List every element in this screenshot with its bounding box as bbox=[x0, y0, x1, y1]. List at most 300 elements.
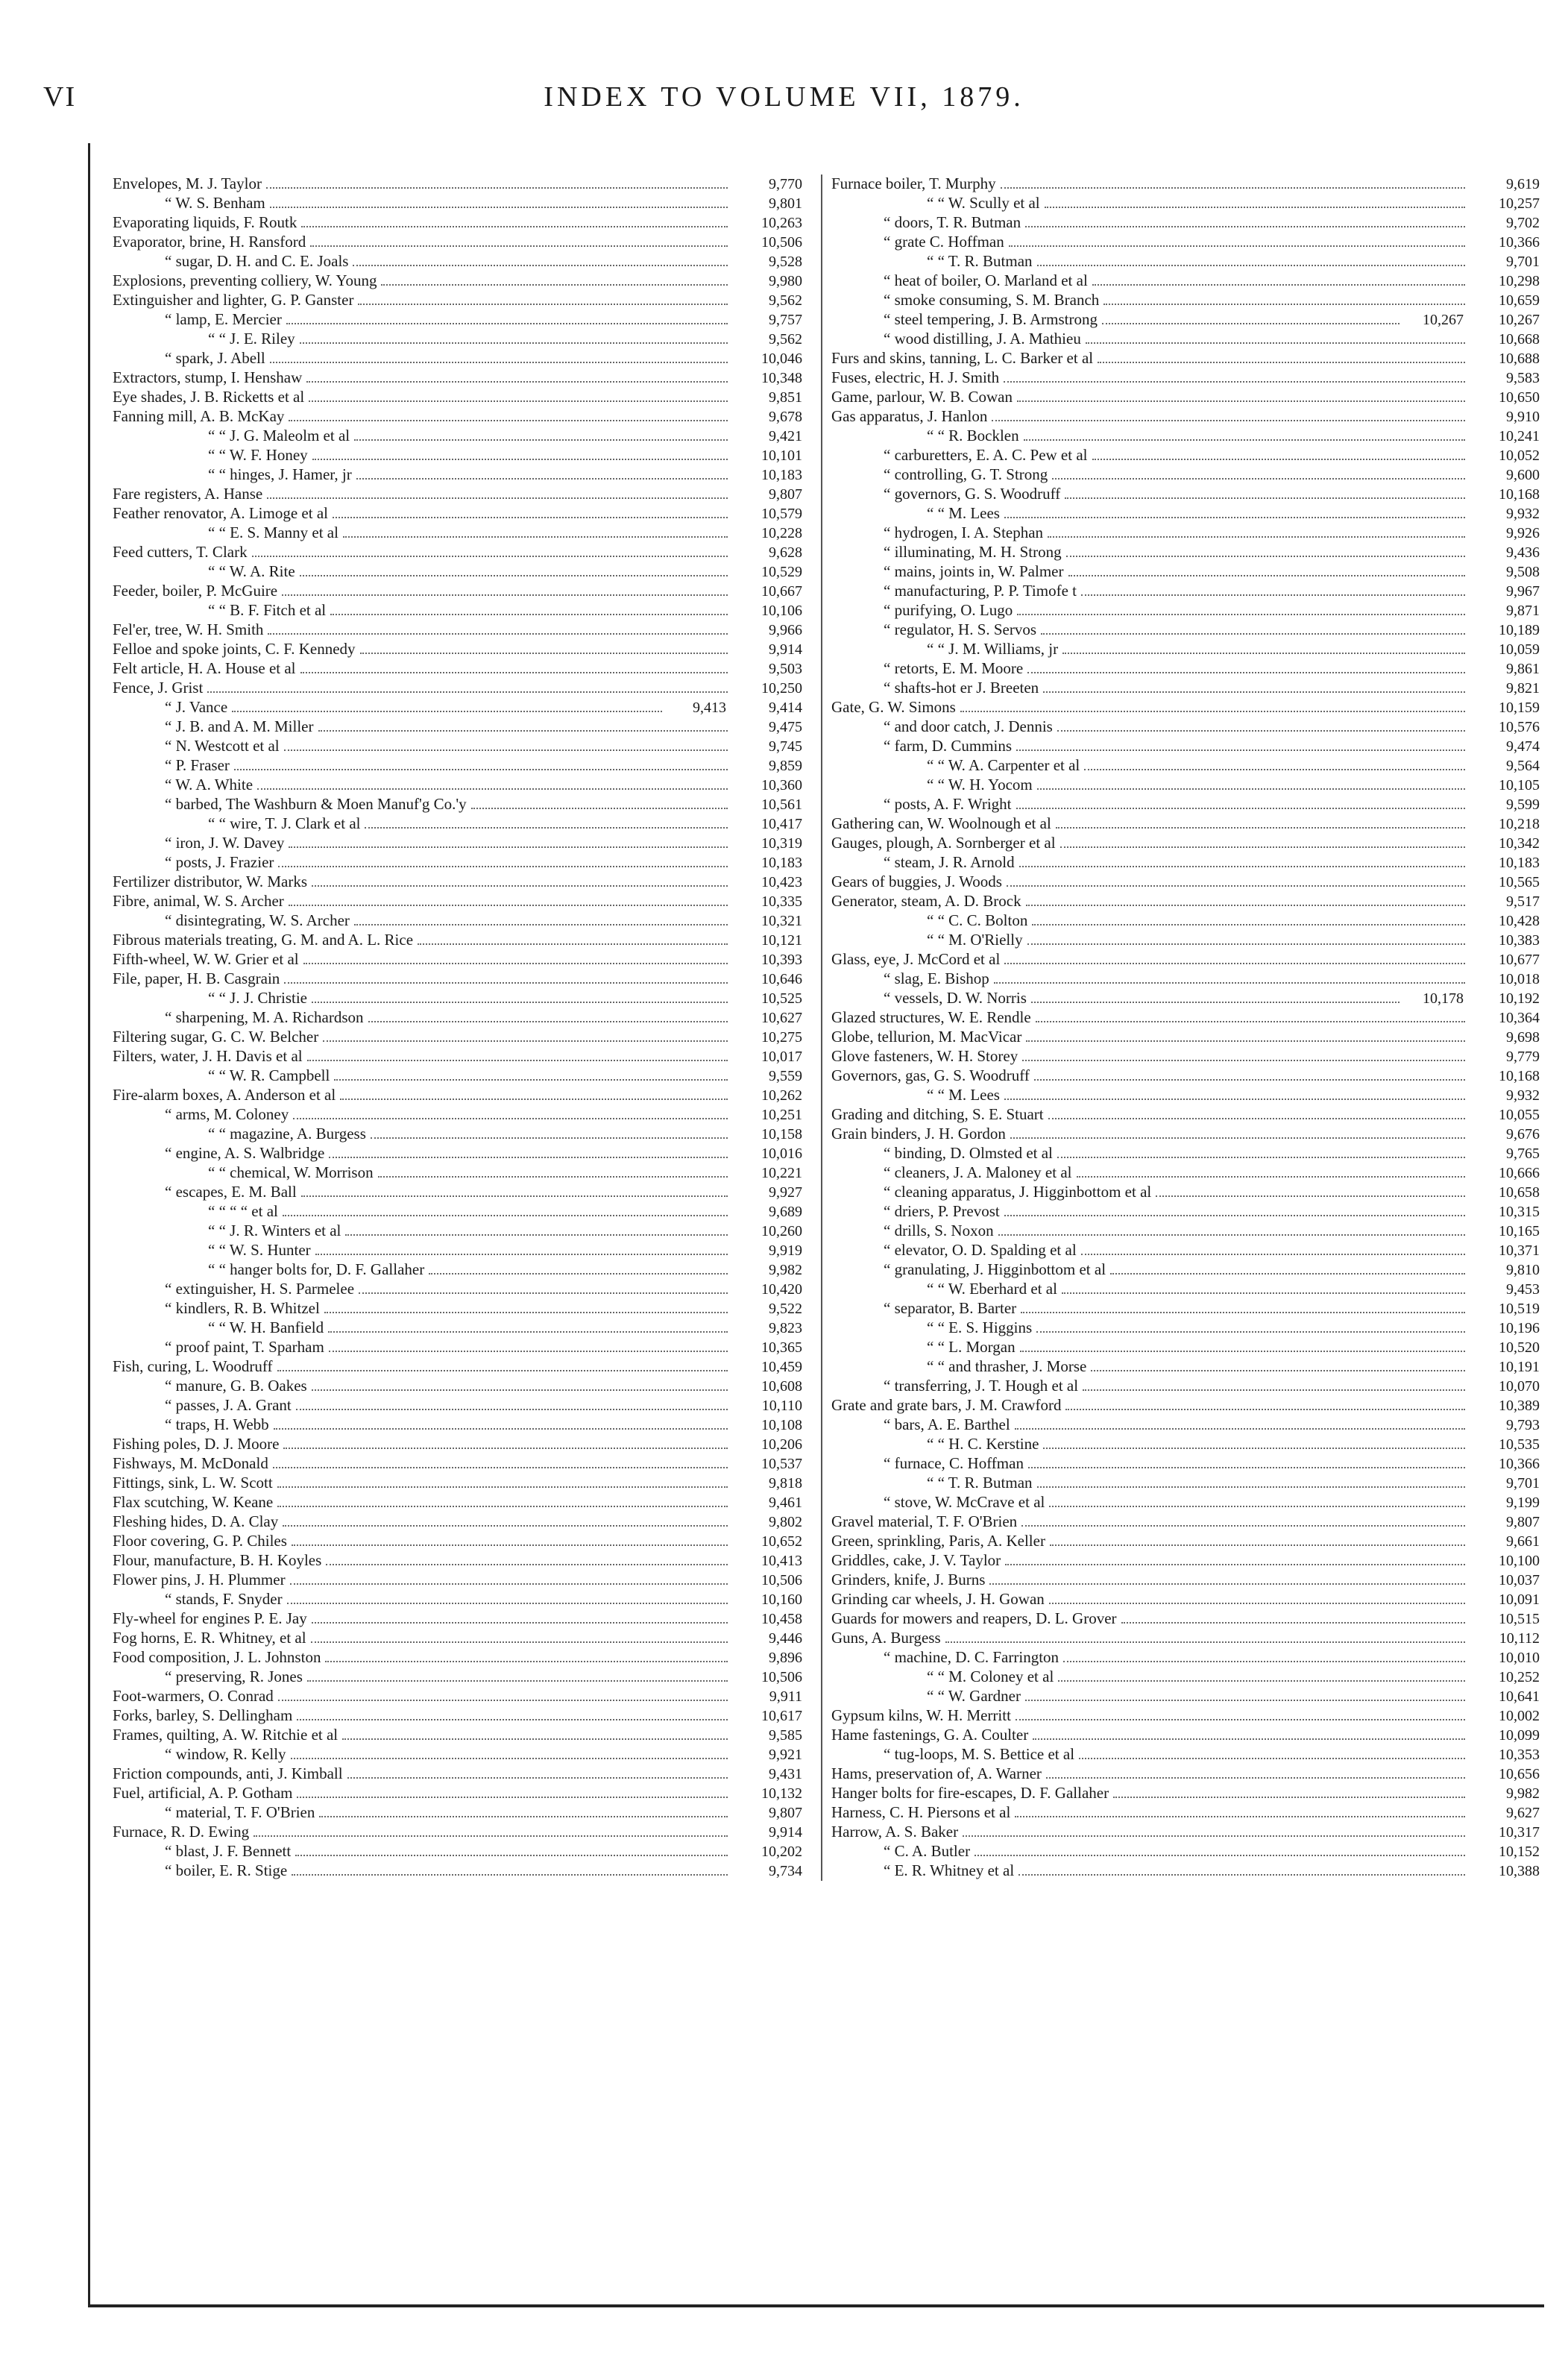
dot-leader bbox=[1037, 788, 1465, 790]
index-entry bbox=[113, 1474, 802, 1493]
index-entry bbox=[113, 582, 802, 601]
entry-number: 9,431 bbox=[769, 1766, 802, 1782]
entry-label: Filters, water, J. H. Davis et al bbox=[113, 1047, 303, 1065]
dot-leader bbox=[989, 1583, 1465, 1585]
entry-number: 9,583 bbox=[1506, 370, 1540, 386]
entry-number: 10,525 bbox=[761, 990, 802, 1007]
entry-label: Gravel material, T. F. O'Brien bbox=[831, 1512, 1018, 1530]
dot-leader bbox=[1027, 943, 1465, 945]
entry-label: “ “ W. Gardner bbox=[927, 1687, 1021, 1705]
dot-leader bbox=[1121, 1622, 1465, 1624]
dot-leader bbox=[1004, 381, 1465, 383]
entry-number: 10,668 bbox=[1499, 331, 1540, 348]
entry-label: “ transferring, J. T. Hough et al bbox=[884, 1377, 1079, 1395]
index-entry bbox=[113, 717, 802, 737]
entry-label: Fuel, artificial, A. P. Gotham bbox=[113, 1784, 293, 1802]
dot-leader bbox=[286, 323, 728, 324]
entry-number: 9,807 bbox=[769, 1805, 802, 1821]
dot-leader bbox=[1156, 1195, 1465, 1197]
entry-label: Fare registers, A. Hanse bbox=[113, 485, 263, 503]
entry-label: “ “ W. Scully et al bbox=[927, 194, 1040, 212]
index-entry bbox=[113, 795, 802, 814]
entry-number: 10,002 bbox=[1499, 1708, 1540, 1724]
entry-number: 10,535 bbox=[1499, 1436, 1540, 1453]
dot-leader bbox=[232, 711, 662, 712]
index-entry bbox=[831, 1512, 1540, 1532]
dot-leader bbox=[292, 1544, 728, 1546]
dot-leader bbox=[356, 478, 728, 480]
entry-number: 10,371 bbox=[1499, 1242, 1540, 1259]
index-entry bbox=[113, 873, 802, 892]
entry-label: “ “ M. Lees bbox=[927, 1086, 1000, 1104]
dot-leader bbox=[1045, 207, 1465, 208]
entry-number: 9,914 bbox=[769, 641, 802, 658]
entry-label: “ “ M. Coloney et al bbox=[927, 1668, 1054, 1685]
dot-leader bbox=[994, 982, 1465, 984]
entry-number: 9,871 bbox=[1506, 603, 1540, 619]
entry-number: 10,112 bbox=[1499, 1630, 1540, 1647]
entry-number: 10,275 bbox=[761, 1029, 802, 1046]
entry-label: “ “ J. R. Winters et al bbox=[208, 1222, 341, 1239]
entry-number: 10,576 bbox=[1499, 719, 1540, 735]
entry-label: “ J. B. and A. M. Miller bbox=[165, 717, 314, 735]
entry-label: “ posts, J. Frazier bbox=[165, 853, 274, 871]
dot-leader bbox=[354, 924, 728, 925]
dot-leader bbox=[301, 226, 728, 227]
dot-leader bbox=[378, 1176, 728, 1178]
entry-label: “ steam, J. R. Arnold bbox=[884, 853, 1015, 871]
index-entry bbox=[113, 1047, 802, 1066]
index-entry bbox=[831, 543, 1540, 562]
dot-leader bbox=[1020, 1351, 1465, 1352]
entry-label: Gypsum kilns, W. H. Merritt bbox=[831, 1706, 1011, 1724]
entry-number: 10,506 bbox=[761, 1572, 802, 1588]
entry-label: “ illuminating, M. H. Strong bbox=[884, 543, 1062, 561]
entry-number: 9,461 bbox=[769, 1495, 802, 1511]
entry-label: “ hydrogen, I. A. Stephan bbox=[884, 524, 1044, 541]
entry-number: 9,851 bbox=[769, 389, 802, 406]
entry-number: 9,474 bbox=[1506, 738, 1540, 755]
entry-label: Harness, C. H. Piersons et al bbox=[831, 1803, 1011, 1821]
dot-leader bbox=[1034, 1079, 1465, 1081]
entry-label: Felt article, H. A. House et al bbox=[113, 659, 296, 677]
dot-leader bbox=[1081, 1254, 1465, 1255]
entry-number: 10,183 bbox=[761, 855, 802, 871]
entry-label: Extinguisher and lighter, G. P. Ganster bbox=[113, 291, 354, 309]
index-entry bbox=[113, 1609, 802, 1629]
index-entry bbox=[831, 853, 1540, 873]
index-entry bbox=[113, 1784, 802, 1803]
dot-leader bbox=[371, 1137, 728, 1139]
entry-label: “ vessels, D. W. Norris bbox=[884, 989, 1027, 1007]
entry-number: 10,529 bbox=[761, 564, 802, 580]
index-entry bbox=[113, 931, 802, 950]
entry-label: “ “ hinges, J. Hamer, jr bbox=[208, 465, 352, 483]
index-entry bbox=[831, 737, 1540, 756]
entry-number: 10,228 bbox=[761, 525, 802, 541]
index-entry bbox=[113, 853, 802, 873]
entry-label: “ arms, M. Coloney bbox=[165, 1105, 289, 1123]
dot-leader bbox=[1004, 517, 1465, 518]
entry-label: Fifth-wheel, W. W. Grier et al bbox=[113, 950, 299, 968]
entry-label: “ “ J. J. Christie bbox=[208, 989, 307, 1007]
dot-leader bbox=[1062, 1292, 1465, 1294]
entry-number: 10,342 bbox=[1499, 835, 1540, 852]
dot-leader bbox=[312, 1389, 728, 1391]
dot-leader bbox=[1021, 1312, 1465, 1313]
entry-label: Game, parlour, W. B. Cowan bbox=[831, 388, 1013, 406]
index-entry bbox=[831, 330, 1540, 349]
index-entry bbox=[831, 776, 1540, 795]
entry-label: “ J. Vance bbox=[165, 698, 228, 716]
index-entry bbox=[113, 1260, 802, 1280]
index-entry bbox=[831, 1280, 1540, 1299]
dot-leader bbox=[1026, 905, 1465, 906]
entry-label: “ traps, H. Webb bbox=[165, 1415, 269, 1433]
dot-leader bbox=[293, 1118, 728, 1119]
dot-leader bbox=[1050, 1544, 1465, 1546]
entry-number: 9,619 bbox=[1506, 176, 1540, 192]
dot-leader bbox=[343, 536, 728, 538]
index-entry bbox=[113, 1764, 802, 1784]
dot-leader bbox=[312, 459, 728, 460]
entry-label: “ W. S. Benham bbox=[165, 194, 265, 212]
dot-leader bbox=[1017, 400, 1465, 402]
entry-number: 10,101 bbox=[761, 447, 802, 464]
entry-number: 10,168 bbox=[1499, 1068, 1540, 1084]
entry-label: “ manufacturing, P. P. Timofe t bbox=[884, 582, 1077, 600]
entry-number: 10,252 bbox=[1499, 1669, 1540, 1685]
entry-number: 10,656 bbox=[1499, 1766, 1540, 1782]
entry-label: “ “ T. R. Butman bbox=[927, 1474, 1033, 1492]
entry-label: Fog horns, E. R. Whitney, et al bbox=[113, 1629, 306, 1647]
index-entry bbox=[831, 1183, 1540, 1202]
dot-leader bbox=[1056, 827, 1465, 829]
entry-label: Eye shades, J. B. Ricketts et al bbox=[113, 388, 305, 406]
dot-leader bbox=[310, 245, 728, 247]
entry-label: Fishways, M. McDonald bbox=[113, 1454, 268, 1472]
entry-number: 10,366 bbox=[1499, 1456, 1540, 1472]
dot-leader bbox=[307, 1680, 728, 1682]
entry-number: 10,428 bbox=[1499, 913, 1540, 929]
dot-leader bbox=[325, 1661, 728, 1662]
entry-number: 9,528 bbox=[769, 254, 802, 270]
entry-label: Hams, preservation of, A. Warner bbox=[831, 1764, 1042, 1782]
entry-number: 10,158 bbox=[761, 1126, 802, 1143]
entry-number: 9,823 bbox=[769, 1320, 802, 1336]
index-entry bbox=[831, 1823, 1540, 1842]
index-entry bbox=[113, 698, 802, 717]
entry-label: “ passes, J. A. Grant bbox=[165, 1396, 292, 1414]
index-entry bbox=[831, 1454, 1540, 1474]
index-entry bbox=[113, 1668, 802, 1687]
entry-number: 10,159 bbox=[1499, 700, 1540, 716]
index-entry bbox=[113, 1280, 802, 1299]
index-entry bbox=[831, 1125, 1540, 1144]
index-entry bbox=[113, 969, 802, 989]
entry-label: “ blast, J. F. Bennett bbox=[165, 1842, 292, 1860]
dot-leader bbox=[303, 963, 728, 964]
dot-leader bbox=[319, 1816, 728, 1817]
entry-label: Envelopes, M. J. Taylor bbox=[113, 175, 262, 192]
entry-number: 9,503 bbox=[769, 661, 802, 677]
index-entry bbox=[831, 1687, 1540, 1706]
entry-number: 10,519 bbox=[1499, 1301, 1540, 1317]
entry-label: Generator, steam, A. D. Brock bbox=[831, 892, 1021, 910]
dot-leader bbox=[1032, 924, 1465, 925]
page-number: VI bbox=[43, 81, 77, 113]
dot-leader bbox=[283, 1525, 728, 1527]
index-entry bbox=[113, 368, 802, 388]
entry-label: “ “ chemical, W. Morrison bbox=[208, 1163, 374, 1181]
entry-number: 10,018 bbox=[1499, 971, 1540, 987]
entry-number: 10,365 bbox=[761, 1339, 802, 1356]
entry-number: 9,982 bbox=[769, 1262, 802, 1278]
dot-leader bbox=[290, 1583, 728, 1585]
dot-leader bbox=[295, 1855, 728, 1856]
entry-label: Fel'er, tree, W. H. Smith bbox=[113, 620, 264, 638]
dot-leader bbox=[1004, 1215, 1465, 1216]
dot-leader bbox=[1031, 1002, 1399, 1003]
entry-label: “ wood distilling, J. A. Mathieu bbox=[884, 330, 1081, 348]
index-entry bbox=[113, 1377, 802, 1396]
dot-leader bbox=[312, 1622, 728, 1624]
index-entry bbox=[113, 1745, 802, 1764]
entry-label: “ machine, D. C. Farrington bbox=[884, 1648, 1059, 1666]
entry-number: 9,522 bbox=[769, 1301, 802, 1317]
entry-label: “ carburetters, E. A. C. Pew et al bbox=[884, 446, 1088, 464]
entry-label: Glazed structures, W. E. Rendle bbox=[831, 1008, 1031, 1026]
dot-leader bbox=[1010, 1137, 1465, 1139]
dot-leader bbox=[1036, 1021, 1465, 1022]
dot-leader bbox=[1091, 1370, 1465, 1371]
entry-number: 10,106 bbox=[761, 603, 802, 619]
entry-number: 9,475 bbox=[769, 719, 802, 735]
entry-label: “ “ E. S. Manny et al bbox=[208, 524, 339, 541]
entry-number: 10,263 bbox=[761, 215, 802, 231]
entry-number: 10,251 bbox=[761, 1107, 802, 1123]
entry-number: 9,921 bbox=[769, 1747, 802, 1763]
entry-label: Furs and skins, tanning, L. C. Barker et al bbox=[831, 349, 1094, 367]
entry-number: 9,818 bbox=[769, 1475, 802, 1492]
entry-label: Feeder, boiler, P. McGuire bbox=[113, 582, 278, 600]
dot-leader bbox=[334, 1079, 728, 1081]
entry-number: 10,561 bbox=[761, 796, 802, 813]
entry-label: Furnace boiler, T. Murphy bbox=[831, 175, 996, 192]
index-entry bbox=[113, 1842, 802, 1861]
entry-label: “ “ wire, T. J. Clark et al bbox=[208, 814, 361, 832]
index-entry bbox=[831, 1338, 1540, 1357]
entry-number: 10,160 bbox=[761, 1591, 802, 1608]
entry-number: 9,517 bbox=[1506, 893, 1540, 910]
entry-number: 9,821 bbox=[1506, 680, 1540, 697]
index-entry bbox=[113, 1726, 802, 1745]
index-entry bbox=[831, 969, 1540, 989]
entry-number: 9,757 bbox=[769, 312, 802, 328]
entry-number: 10,646 bbox=[761, 971, 802, 987]
dot-leader bbox=[1016, 808, 1465, 809]
entry-number: 10,110 bbox=[761, 1398, 802, 1414]
entry-number: 10,641 bbox=[1499, 1688, 1540, 1705]
dot-leader bbox=[289, 905, 728, 906]
entry-number: 9,859 bbox=[769, 758, 802, 774]
index-entry bbox=[113, 1687, 802, 1706]
dot-leader bbox=[1057, 1157, 1465, 1158]
dot-leader bbox=[287, 1603, 728, 1604]
entry-number: 9,793 bbox=[1506, 1417, 1540, 1433]
entry-label: “ W. A. White bbox=[165, 776, 254, 793]
dot-leader bbox=[1043, 1448, 1465, 1449]
index-entry bbox=[113, 310, 802, 330]
entry-number: 10,298 bbox=[1499, 273, 1540, 289]
index-entry bbox=[831, 1377, 1540, 1396]
entry-number: 10,165 bbox=[1499, 1223, 1540, 1239]
entry-number: 9,414 bbox=[769, 700, 802, 716]
index-entry bbox=[113, 233, 802, 252]
entry-label: “ E. R. Whitney et al bbox=[884, 1861, 1015, 1879]
entry-label: “ stands, F. Snyder bbox=[165, 1590, 283, 1608]
dot-leader bbox=[418, 943, 728, 945]
entry-number: 10,506 bbox=[761, 1669, 802, 1685]
entry-label: Feather renovator, A. Limoge et al bbox=[113, 504, 328, 522]
index-entry bbox=[831, 911, 1540, 931]
entry-label: “ purifying, O. Lugo bbox=[884, 601, 1013, 619]
dot-leader bbox=[1009, 245, 1465, 247]
entry-number: 9,980 bbox=[769, 273, 802, 289]
dot-leader bbox=[277, 1370, 728, 1371]
index-entry bbox=[831, 1086, 1540, 1105]
dot-leader bbox=[300, 672, 728, 673]
dot-leader bbox=[945, 1641, 1465, 1643]
entry-label: “ “ and thrasher, J. Morse bbox=[927, 1357, 1087, 1375]
entry-label: “ “ W. R. Campbell bbox=[208, 1066, 330, 1084]
entry-number: 10,515 bbox=[1499, 1611, 1540, 1627]
entry-label: “ iron, J. W. Davey bbox=[165, 834, 285, 852]
entry-number: 10,262 bbox=[761, 1087, 802, 1104]
dot-leader bbox=[266, 187, 728, 189]
dot-leader bbox=[1083, 1389, 1465, 1391]
entry-number: 9,896 bbox=[769, 1650, 802, 1666]
index-entry bbox=[831, 271, 1540, 291]
entry-number: 10,617 bbox=[761, 1708, 802, 1724]
index-entry bbox=[113, 1532, 802, 1551]
index-entry bbox=[113, 1823, 802, 1842]
entry-number: 10,565 bbox=[1499, 874, 1540, 890]
entry-number: 9,745 bbox=[769, 738, 802, 755]
entry-label: Foot-warmers, O. Conrad bbox=[113, 1687, 274, 1705]
entry-label: “ granulating, J. Higginbottom et al bbox=[884, 1260, 1106, 1278]
index-entry bbox=[831, 1861, 1540, 1881]
index-entry bbox=[831, 834, 1540, 853]
entry-label: “ elevator, O. D. Spalding et al bbox=[884, 1241, 1077, 1259]
entry-label: “ controlling, G. T. Strong bbox=[884, 465, 1048, 483]
entry-label: “ slag, E. Bishop bbox=[884, 969, 989, 987]
dot-leader bbox=[360, 653, 728, 654]
dot-leader bbox=[1007, 885, 1465, 887]
entry-number: 10,658 bbox=[1499, 1184, 1540, 1201]
entry-label: Grading and ditching, S. E. Stuart bbox=[831, 1105, 1044, 1123]
entry-label: “ cleaning apparatus, J. Higginbottom et al bbox=[884, 1183, 1152, 1201]
dot-leader bbox=[1027, 672, 1465, 673]
index-entry bbox=[113, 1008, 802, 1028]
entry-number: 10,218 bbox=[1499, 816, 1540, 832]
index-entry bbox=[113, 1086, 802, 1105]
entry-label: Fibrous materials treating, G. M. and A. L. Rice bbox=[113, 931, 414, 949]
dot-leader bbox=[1022, 1060, 1465, 1061]
entry-label: Governors, gas, G. S. Woodruff bbox=[831, 1066, 1030, 1084]
index-entry bbox=[831, 446, 1540, 465]
dot-leader bbox=[315, 1254, 728, 1255]
dot-leader bbox=[345, 1234, 728, 1236]
index-entry bbox=[831, 233, 1540, 252]
entry-label: Forks, barley, S. Dellingham bbox=[113, 1706, 293, 1724]
dot-leader bbox=[963, 1835, 1465, 1837]
entry-number: 9,861 bbox=[1506, 661, 1540, 677]
index-entry bbox=[831, 1668, 1540, 1687]
entry-label: “ “ J. E. Riley bbox=[208, 330, 295, 348]
entry-label: “ “ “ “ et al bbox=[208, 1202, 278, 1220]
entry-label: Fibre, animal, W. S. Archer bbox=[113, 892, 284, 910]
entry-number: 9,911 bbox=[769, 1688, 802, 1705]
index-entry bbox=[113, 1144, 802, 1163]
dot-leader bbox=[1016, 749, 1465, 751]
entry-label: Gas apparatus, J. Hanlon bbox=[831, 407, 988, 425]
entry-number: 10,121 bbox=[761, 932, 802, 949]
entry-label: “ posts, A. F. Wright bbox=[884, 795, 1012, 813]
entry-label: “ drills, S. Noxon bbox=[884, 1222, 994, 1239]
index-entry bbox=[831, 252, 1540, 271]
index-entry bbox=[113, 1861, 802, 1881]
entry-label: “ “ hanger bolts for, D. F. Gallaher bbox=[208, 1260, 425, 1278]
dot-leader bbox=[1060, 846, 1465, 848]
index-entry bbox=[113, 1125, 802, 1144]
entry-number: 10,423 bbox=[761, 874, 802, 890]
index-entry bbox=[113, 1202, 802, 1222]
dot-leader bbox=[1033, 1738, 1465, 1740]
entry-label: Flower pins, J. H. Plummer bbox=[113, 1571, 286, 1588]
index-entry bbox=[831, 1648, 1540, 1668]
entry-number: 9,801 bbox=[769, 195, 802, 212]
dot-leader bbox=[1021, 1525, 1465, 1527]
index-entry bbox=[831, 213, 1540, 233]
entry-label: “ driers, P. Prevost bbox=[884, 1202, 1000, 1220]
dot-leader bbox=[429, 1273, 728, 1275]
entry-label: “ governors, G. S. Woodruff bbox=[884, 485, 1061, 503]
dot-leader bbox=[1110, 1273, 1465, 1275]
dot-leader bbox=[1049, 1603, 1465, 1604]
entry-number: 9,932 bbox=[1506, 506, 1540, 522]
index-entry bbox=[113, 834, 802, 853]
entry-label: Furnace, R. D. Ewing bbox=[113, 1823, 250, 1841]
dot-leader bbox=[283, 1215, 728, 1216]
dot-leader bbox=[306, 381, 728, 383]
entry-number: 10,152 bbox=[1499, 1844, 1540, 1860]
entry-number: 10,321 bbox=[761, 913, 802, 929]
index-entry bbox=[113, 659, 802, 679]
entry-number: 10,052 bbox=[1499, 447, 1540, 464]
entry-number: 9,765 bbox=[1506, 1145, 1540, 1162]
entry-number: 10,091 bbox=[1499, 1591, 1540, 1608]
dot-leader bbox=[1086, 342, 1465, 344]
index-entry bbox=[831, 950, 1540, 969]
entry-number: 10,319 bbox=[761, 835, 802, 852]
entry-number: 9,734 bbox=[769, 1863, 802, 1879]
index-entry bbox=[831, 388, 1540, 407]
index-entry bbox=[113, 1163, 802, 1183]
entry-label: “ preserving, R. Jones bbox=[165, 1668, 303, 1685]
entry-label: Grate and grate bars, J. M. Crawford bbox=[831, 1396, 1062, 1414]
entry-label: “ manure, G. B. Oakes bbox=[165, 1377, 307, 1395]
